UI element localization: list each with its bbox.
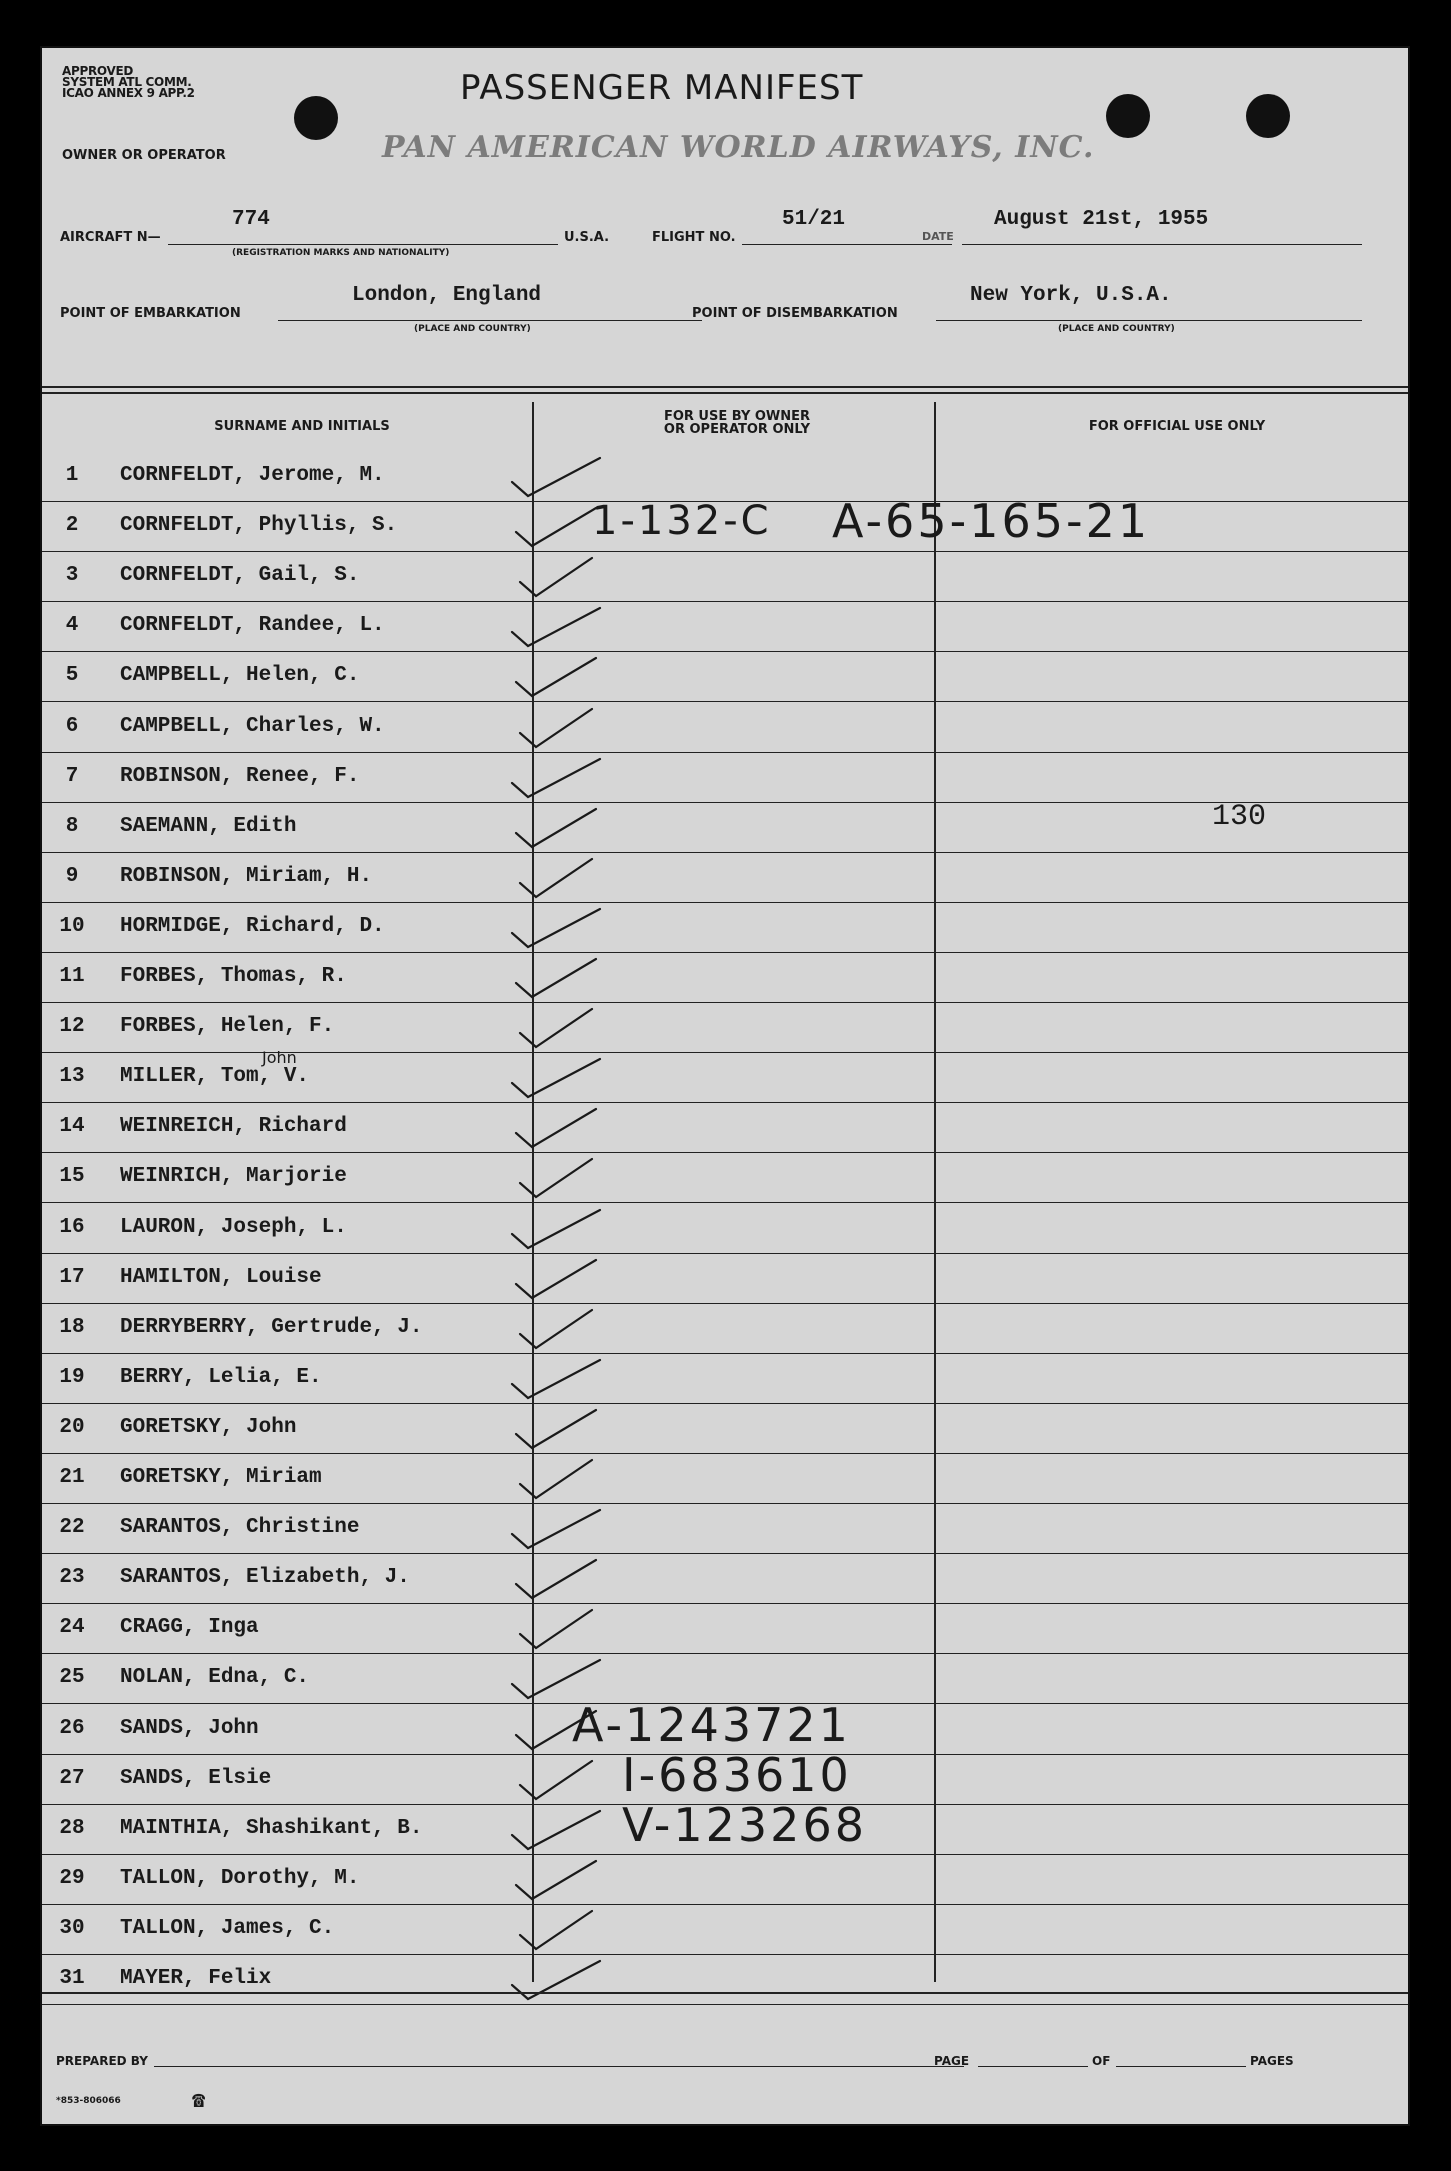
of-line bbox=[1116, 2066, 1246, 2067]
passenger-name: CAMPBELL, Helen, C. bbox=[120, 664, 360, 688]
col-owner-use-line1: FOR USE BY OWNER bbox=[663, 409, 811, 424]
row-number: 30 bbox=[59, 1916, 85, 1940]
passenger-name: GORETSKY, John bbox=[120, 1415, 297, 1439]
check-mark-icon bbox=[500, 1053, 610, 1103]
passenger-name: FORBES, Thomas, R. bbox=[120, 965, 347, 988]
table-row bbox=[42, 753, 1410, 803]
check-mark-icon bbox=[500, 1554, 610, 1604]
passenger-name: ROBINSON, Miriam, H. bbox=[120, 864, 373, 888]
table-row bbox=[42, 1905, 1410, 1955]
handwritten-note-row26: A-1243721 bbox=[572, 1698, 851, 1752]
row-number: 26 bbox=[59, 1716, 85, 1740]
page-label: PAGE bbox=[934, 2054, 970, 2068]
table-row bbox=[42, 1053, 1410, 1103]
check-mark-icon bbox=[500, 1204, 610, 1254]
date-underline bbox=[962, 244, 1362, 245]
table-row bbox=[42, 452, 1410, 502]
table-row bbox=[42, 1304, 1410, 1354]
row-number: 3 bbox=[65, 564, 79, 588]
table-row bbox=[42, 703, 1410, 753]
check-mark-icon bbox=[500, 602, 610, 652]
passenger-name: TALLON, Dorothy, M. bbox=[120, 1866, 360, 1890]
col-owner-use bbox=[542, 410, 932, 436]
table-row bbox=[42, 903, 1410, 953]
check-mark-icon bbox=[500, 1454, 610, 1504]
table-row bbox=[42, 953, 1410, 1003]
col-owner-use-line2: OR OPERATOR ONLY bbox=[663, 422, 811, 437]
check-mark-icon bbox=[500, 1103, 610, 1153]
check-mark-icon bbox=[500, 1604, 610, 1654]
row-number: 24 bbox=[59, 1616, 85, 1640]
flight-underline bbox=[742, 244, 952, 245]
passenger-name: WEINREICH, Richard bbox=[120, 1115, 347, 1139]
table-row bbox=[42, 1654, 1410, 1704]
embark-value: London, England bbox=[352, 284, 542, 307]
check-mark-icon bbox=[500, 953, 610, 1003]
embark-note: (PLACE AND COUNTRY) bbox=[414, 324, 531, 334]
table-row bbox=[42, 1454, 1410, 1504]
passenger-name: SAEMANN, Edith bbox=[120, 814, 297, 838]
row-number: 15 bbox=[59, 1165, 85, 1189]
table-row bbox=[42, 652, 1410, 702]
passenger-name: DERRYBERRY, Gertrude, J. bbox=[120, 1315, 423, 1339]
row-number: 29 bbox=[59, 1866, 85, 1890]
owner-label: OWNER OR OPERATOR bbox=[62, 148, 226, 163]
row-number: 28 bbox=[59, 1816, 85, 1840]
passenger-name: SARANTOS, Elizabeth, J. bbox=[120, 1566, 410, 1590]
check-mark-icon bbox=[500, 1755, 610, 1805]
table-row bbox=[42, 1955, 1410, 2005]
check-mark-icon bbox=[500, 552, 610, 602]
table-row bbox=[42, 1504, 1410, 1554]
handwritten-note-row28: V-123268 bbox=[622, 1798, 867, 1852]
row-number: 4 bbox=[65, 614, 79, 638]
row-number: 8 bbox=[65, 814, 79, 838]
row-number: 12 bbox=[59, 1015, 85, 1039]
row-number: 23 bbox=[59, 1566, 85, 1590]
usa-label: U.S.A. bbox=[564, 230, 610, 245]
passenger-name: SANDS, John bbox=[120, 1716, 259, 1740]
table-row bbox=[42, 602, 1410, 652]
approval-stamp bbox=[62, 66, 195, 99]
check-mark-icon bbox=[500, 1905, 610, 1955]
passenger-name: TALLON, James, C. bbox=[120, 1916, 335, 1940]
table-row bbox=[42, 1604, 1410, 1654]
of-label: OF bbox=[1092, 2054, 1111, 2068]
row-number: 7 bbox=[65, 764, 79, 788]
table-row bbox=[42, 1103, 1410, 1153]
table-bottom-rule bbox=[42, 1992, 1410, 1994]
row-number: 1 bbox=[65, 464, 79, 487]
row-number: 21 bbox=[59, 1466, 85, 1489]
table-row bbox=[42, 552, 1410, 602]
passenger-name: FORBES, Helen, F. bbox=[120, 1015, 335, 1039]
passenger-name: NOLAN, Edna, C. bbox=[120, 1666, 310, 1690]
passenger-name: MAYER, Felix bbox=[120, 1967, 272, 1990]
telephone-icon: ☎ bbox=[192, 2089, 206, 2114]
check-mark-icon bbox=[500, 1855, 610, 1905]
passenger-name: LAURON, Joseph, L. bbox=[120, 1215, 347, 1239]
table-row bbox=[42, 1554, 1410, 1604]
row-number: 2 bbox=[65, 514, 79, 538]
punch-hole-left bbox=[294, 96, 338, 140]
passenger-name: CORNFELDT, Randee, L. bbox=[120, 614, 385, 638]
row-number: 20 bbox=[59, 1415, 85, 1439]
aircraft-label: AIRCRAFT N— bbox=[60, 230, 161, 245]
page-title: PASSENGER MANIFEST bbox=[460, 68, 864, 108]
check-mark-icon bbox=[500, 1504, 610, 1554]
passenger-name: CORNFELDT, Phyllis, S. bbox=[120, 514, 398, 538]
row-number: 25 bbox=[59, 1666, 85, 1690]
check-mark-icon bbox=[500, 1304, 610, 1354]
disembark-label: POINT OF DISEMBARKATION bbox=[692, 306, 898, 321]
row-number: 13 bbox=[59, 1065, 85, 1089]
row-rule bbox=[42, 2004, 1410, 2005]
passenger-name: SANDS, Elsie bbox=[120, 1766, 272, 1790]
disembark-underline bbox=[936, 320, 1362, 321]
date-label: DATE bbox=[922, 230, 954, 243]
official-number-row8: 130 bbox=[1212, 800, 1267, 834]
pages-label: PAGES bbox=[1250, 2054, 1294, 2068]
passenger-name: HORMIDGE, Richard, D. bbox=[120, 914, 385, 938]
passenger-name: WEINRICH, Marjorie bbox=[120, 1165, 347, 1189]
check-mark-icon bbox=[500, 903, 610, 953]
header-rule bbox=[42, 386, 1410, 388]
passenger-name: BERRY, Lelia, E. bbox=[120, 1365, 322, 1389]
punch-hole-right-1 bbox=[1106, 94, 1150, 138]
col-surname: SURNAME AND INITIALS bbox=[214, 419, 390, 434]
row-number: 16 bbox=[59, 1215, 85, 1239]
check-mark-icon bbox=[500, 753, 610, 803]
check-mark-icon bbox=[500, 1955, 610, 2005]
prepared-by-label: PREPARED BY bbox=[56, 2054, 148, 2068]
date-value: August 21st, 1955 bbox=[994, 208, 1209, 231]
row-number: 11 bbox=[59, 965, 85, 988]
col-official: FOR OFFICIAL USE ONLY bbox=[1088, 419, 1266, 434]
punch-hole-right-2 bbox=[1246, 94, 1290, 138]
flight-value: 51/21 bbox=[782, 208, 846, 231]
registration-note: (REGISTRATION MARKS AND NATIONALITY) bbox=[232, 248, 450, 258]
row-number: 31 bbox=[59, 1967, 85, 1990]
row-number: 27 bbox=[59, 1766, 85, 1790]
disembark-value: New York, U.S.A. bbox=[970, 284, 1172, 307]
passenger-name: CRAGG, Inga bbox=[120, 1616, 259, 1640]
disembark-note: (PLACE AND COUNTRY) bbox=[1058, 324, 1175, 334]
approval-line: ICAO ANNEX 9 APP.2 bbox=[62, 86, 195, 100]
row-number: 22 bbox=[59, 1516, 85, 1540]
check-mark-icon bbox=[500, 853, 610, 903]
embark-label: POINT OF EMBARKATION bbox=[60, 306, 241, 321]
check-mark-icon bbox=[500, 703, 610, 753]
check-mark-icon bbox=[500, 1654, 610, 1704]
check-mark-icon bbox=[500, 1354, 610, 1404]
company-stamp: PAN AMERICAN WORLD AIRWAYS, INC. bbox=[382, 130, 1095, 165]
passenger-name: CORNFELDT, Gail, S. bbox=[120, 564, 360, 588]
table-row bbox=[42, 1204, 1410, 1254]
passenger-name: ROBINSON, Renee, F. bbox=[120, 764, 360, 788]
passenger-name: HAMILTON, Louise bbox=[120, 1265, 322, 1289]
row-number: 10 bbox=[59, 914, 85, 938]
table-row bbox=[42, 1153, 1410, 1203]
flight-label: FLIGHT NO. bbox=[652, 230, 736, 245]
check-mark-icon bbox=[500, 1404, 610, 1454]
passenger-name: CAMPBELL, Charles, W. bbox=[120, 714, 385, 738]
row-number: 17 bbox=[59, 1265, 85, 1289]
table-top-rule bbox=[42, 392, 1410, 394]
table-row bbox=[42, 1404, 1410, 1454]
row-number: 5 bbox=[65, 664, 79, 688]
handwritten-owner-note-row2: 1-132-C bbox=[592, 498, 772, 544]
table-row bbox=[42, 853, 1410, 903]
handwritten-note-row27: I-683610 bbox=[622, 1748, 852, 1802]
prepared-by-line bbox=[154, 2066, 964, 2067]
row-number: 6 bbox=[65, 714, 79, 738]
passenger-name: CORNFELDT, Jerome, M. bbox=[120, 464, 385, 487]
embark-underline bbox=[278, 320, 702, 321]
table-row bbox=[42, 1003, 1410, 1053]
check-mark-icon bbox=[500, 1003, 610, 1053]
aircraft-underline bbox=[168, 244, 558, 245]
check-mark-icon bbox=[500, 652, 610, 702]
table-row bbox=[42, 1354, 1410, 1404]
approval-line: SYSTEM ATL COMM. bbox=[62, 75, 192, 89]
passenger-name: MILLER, Tom, V. bbox=[120, 1065, 310, 1089]
passenger-name: GORETSKY, Miriam bbox=[120, 1466, 322, 1489]
manifest-sheet bbox=[40, 46, 1410, 2126]
form-code: *853-806066 bbox=[56, 2096, 121, 2106]
handwritten-official-note-row2: A-65-165-21 bbox=[832, 494, 1151, 548]
check-mark-icon bbox=[500, 1254, 610, 1304]
check-mark-icon bbox=[500, 1153, 610, 1203]
row-number: 9 bbox=[65, 864, 79, 888]
check-mark-icon bbox=[500, 1805, 610, 1855]
page-line bbox=[978, 2066, 1088, 2067]
check-mark-icon bbox=[500, 452, 610, 502]
row-number: 19 bbox=[59, 1365, 85, 1389]
table-row bbox=[42, 1855, 1410, 1905]
aircraft-value: 774 bbox=[232, 208, 270, 231]
table-row bbox=[42, 1254, 1410, 1304]
row-number: 14 bbox=[59, 1115, 85, 1139]
table-row bbox=[42, 803, 1410, 853]
passenger-name: MAINTHIA, Shashikant, B. bbox=[120, 1816, 423, 1840]
handwritten-insert-row13: John bbox=[262, 1048, 297, 1067]
row-number: 18 bbox=[59, 1315, 85, 1339]
passenger-name: SARANTOS, Christine bbox=[120, 1516, 360, 1540]
check-mark-icon bbox=[500, 803, 610, 853]
approval-line: APPROVED bbox=[62, 64, 134, 78]
